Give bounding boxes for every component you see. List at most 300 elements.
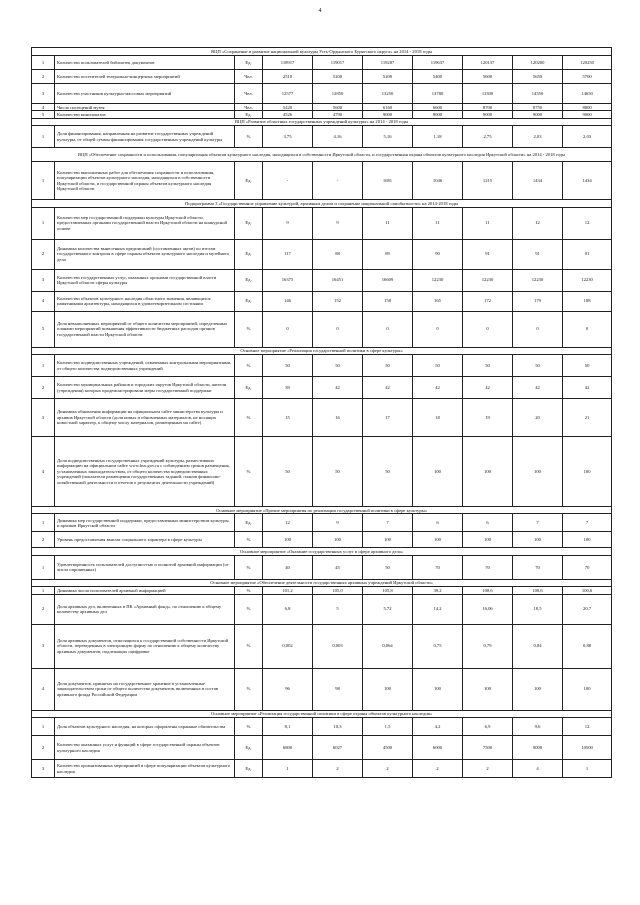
value-cell: 5200 (363, 70, 413, 84)
value-cell: 100 (463, 668, 513, 710)
unit-cell: % (235, 594, 263, 624)
value-cell: 0 (313, 311, 363, 347)
value-cell: 119017 (313, 56, 363, 70)
value-cell: 50 (413, 355, 463, 377)
unit-cell: % (235, 668, 263, 710)
value-cell: 4526 (263, 111, 313, 118)
value-cell: 1,5 (363, 718, 413, 736)
indicator-name: Доля архивных дел, включенных в ПК «Архивный фонд», по отношению к общему количеству архивных дел (55, 594, 235, 624)
value-cell: 100,6 (463, 587, 513, 594)
table-row (32, 56, 612, 70)
row-number: 3 (32, 399, 55, 437)
unit-cell: % (235, 555, 263, 579)
table-row (32, 111, 612, 118)
table-row (32, 311, 612, 347)
unit-cell: Ед. (235, 760, 263, 778)
value-cell: 0 (463, 311, 513, 347)
row-number: 3 (32, 760, 55, 778)
value-cell: 4 (513, 760, 563, 778)
unit-cell: Ед. (235, 207, 263, 239)
section-header-row (32, 148, 612, 162)
value-cell: 10500 (563, 736, 612, 760)
unit-cell: % (235, 437, 263, 507)
value-cell: 4,2 (413, 718, 463, 736)
row-number: 1 (32, 126, 55, 148)
indicator-name: Количество мер государственной поддержки культуры Иркутской области, предоставленных органами государственной власти Иркутской области на конкурсной основе (55, 207, 235, 239)
value-cell: 7 (363, 514, 413, 532)
value-cell: 188 (563, 291, 612, 311)
value-cell: 9 (263, 207, 313, 239)
table-row (32, 594, 612, 624)
value-cell: 6000 (413, 736, 463, 760)
value-cell: 39,2 (413, 587, 463, 594)
value-cell: 1681 (363, 162, 413, 200)
value-cell: 6,9 (463, 718, 513, 736)
value-cell: 0,88 (563, 624, 612, 668)
value-cell: 179 (513, 291, 563, 311)
value-cell: 12 (563, 207, 612, 239)
value-cell: 1,18 (413, 126, 463, 148)
table-row (32, 555, 612, 579)
value-cell: 50 (263, 355, 313, 377)
value-cell: 21 (563, 399, 612, 437)
value-cell: 6 (463, 514, 513, 532)
table-row (32, 84, 612, 104)
indicator-name: Количество организованных мероприятий в сфере популяризации объектов культурного наследия (55, 760, 235, 778)
indicator-name: Количество кинопоказов (55, 111, 235, 118)
value-cell: 70 (513, 555, 563, 579)
value-cell: 9000 (363, 111, 413, 118)
value-cell: 20 (513, 399, 563, 437)
value-cell: 50 (363, 355, 413, 377)
table-row (32, 70, 612, 84)
table-row (32, 668, 612, 710)
value-cell: 2,75 (463, 126, 513, 148)
value-cell: 8700 (463, 104, 513, 111)
indicator-name: Количество выполненных работ для обеспечения сохранности и использования, популяризации объектов культурного наследия, находящихся в собственности Иркутской области, и государственной охраны объектов культурного наследия Иркутской области (55, 162, 235, 200)
row-number: 1 (32, 355, 55, 377)
value-cell: 0 (363, 311, 413, 347)
value-cell: 98 (313, 668, 363, 710)
value-cell: 0,79 (463, 624, 513, 668)
row-number: 1 (32, 555, 55, 579)
value-cell: 100,6 (563, 587, 612, 594)
table-row (32, 624, 612, 668)
value-cell: 100 (563, 668, 612, 710)
row-number: 1 (32, 56, 55, 70)
value-cell: 5 (313, 594, 363, 624)
value-cell: 100 (563, 532, 612, 548)
value-cell: 12230 (563, 269, 612, 291)
indicator-name: Число посещений музея (55, 104, 235, 111)
indicator-name: Динамика обновления информации на официальном сайте министерства культуры и архивов Иркутской области (доля новых и обновленных материалов, не носящих новостной характер, к общему числу материалов, размещенных на сайте) (55, 399, 235, 437)
table-row (32, 126, 612, 148)
indicator-name: Динамика мер государственной поддержки, предоставленных министерством культуры и архивов Иркутской области (55, 514, 235, 532)
value-cell: 0 (413, 311, 463, 347)
value-cell: 88 (313, 239, 363, 269)
value-cell: 5600 (463, 70, 513, 84)
value-cell: 70 (563, 555, 612, 579)
table-row (32, 736, 612, 760)
value-cell: 100 (313, 532, 363, 548)
value-cell: 120137 (463, 56, 513, 70)
value-cell: 9 (313, 514, 363, 532)
value-cell: 100 (463, 532, 513, 548)
value-cell: 1434 (513, 162, 563, 200)
value-cell: 39 (263, 377, 313, 399)
value-cell: 1 (563, 760, 612, 778)
value-cell: 12577 (263, 84, 313, 104)
value-cell: 5420 (263, 104, 313, 111)
value-cell: 100 (263, 532, 313, 548)
value-cell: 12230 (413, 269, 463, 291)
value-cell: 50 (313, 437, 363, 507)
value-cell: 11 (413, 207, 463, 239)
section-title: Основное мероприятие «Реализация государственной политики в сфере культуры» (32, 347, 612, 354)
unit-cell: Чел. (235, 104, 263, 111)
value-cell: 16,06 (463, 594, 513, 624)
unit-cell: Ед. (235, 162, 263, 200)
indicator-name: Уровень предоставления выплат социального характера в сфере культуры (55, 532, 235, 548)
unit-cell: % (235, 718, 263, 736)
value-cell: 5,16 (363, 126, 413, 148)
value-cell: 2 (463, 760, 513, 778)
table-row (32, 207, 612, 239)
row-number: 4 (32, 668, 55, 710)
value-cell: 96 (263, 668, 313, 710)
value-cell: 16 (313, 399, 363, 437)
value-cell: 9000 (513, 111, 563, 118)
value-cell: 5,72 (363, 594, 413, 624)
table-row (32, 532, 612, 548)
value-cell: 2 (413, 760, 463, 778)
value-cell: 42 (363, 377, 413, 399)
value-cell: 105,0 (313, 587, 363, 594)
value-cell: 0,84 (513, 624, 563, 668)
value-cell: 16451 (313, 269, 363, 291)
value-cell: 11 (463, 207, 513, 239)
row-number: 1 (32, 162, 55, 200)
value-cell: - (263, 162, 313, 200)
value-cell: 5700 (563, 70, 612, 84)
unit-cell: % (235, 355, 263, 377)
unit-cell: Ед. (235, 269, 263, 291)
row-number: 3 (32, 84, 55, 104)
value-cell: 158 (363, 291, 413, 311)
value-cell: 1 (263, 760, 313, 778)
value-cell: 1434 (563, 162, 612, 200)
value-cell: 6160 (363, 104, 413, 111)
value-cell: 91 (463, 239, 513, 269)
value-cell: 100 (513, 532, 563, 548)
section-header-row (32, 200, 612, 207)
value-cell: - (313, 162, 363, 200)
value-cell: 118917 (263, 56, 313, 70)
indicator-name: Количество подведомственных учреждений, охваченных контрольными мероприятиями, от общего количества подведомственных учреждений (55, 355, 235, 377)
value-cell: 119637 (413, 56, 463, 70)
row-number: 1 (32, 514, 55, 532)
value-cell: 5400 (413, 70, 463, 84)
value-cell: 6800 (263, 736, 313, 760)
value-cell: 117 (263, 239, 313, 269)
section-title: Основное мероприятие «Прочие мероприятия по реализации государственной политики в сфере культуры» (32, 507, 612, 514)
indicator-name: Доля финансирования, направленная на развитие государственных учреждений культуры, от общей суммы финансирования государственных учреждений культуры (55, 126, 235, 148)
value-cell: 40 (263, 555, 313, 579)
row-number: 3 (32, 269, 55, 291)
section-title: Основное мероприятие «Оказание государственных услуг в сфере архивного дела» (32, 548, 612, 555)
table-row (32, 104, 612, 111)
value-cell: 50 (263, 437, 313, 507)
value-cell: 6600 (413, 104, 463, 111)
section-title: Подпрограмма 3 «Государственное управление культурой, архивным делом и сохранение национальной самобытности» на 2014-2018 годы (32, 200, 612, 207)
unit-cell: Ед. (235, 56, 263, 70)
value-cell: 7 (513, 514, 563, 532)
table-row (32, 355, 612, 377)
value-cell: 152 (313, 291, 363, 311)
indicator-name: Доля невыполненных мероприятий от общего количества мероприятий, определенных планами мероприятий повышения эффективности бюджетных расходов органов государственной власти Иркутской области (55, 311, 235, 347)
section-header-row (32, 548, 612, 555)
value-cell: 12230 (513, 269, 563, 291)
value-cell: 8800 (563, 104, 612, 111)
value-cell: 1046 (413, 162, 463, 200)
value-cell: 50 (313, 355, 363, 377)
indicator-name: Динамика числа пользователей архивной информацией (55, 587, 235, 594)
value-cell: 2,03 (513, 126, 563, 148)
unit-cell: Чел. (235, 70, 263, 84)
value-cell: 14550 (513, 84, 563, 104)
value-cell: 12 (563, 718, 612, 736)
value-cell: 3,75 (263, 126, 313, 148)
value-cell: 100 (563, 437, 612, 507)
unit-cell: Ед. (235, 736, 263, 760)
value-cell: 14,2 (413, 594, 463, 624)
value-cell: 70 (463, 555, 513, 579)
section-header-row (32, 507, 612, 514)
value-cell: 6,8 (263, 594, 313, 624)
value-cell: 5600 (313, 104, 363, 111)
value-cell: 146 (263, 291, 313, 311)
value-cell: 11300 (463, 84, 513, 104)
row-number: 2 (32, 239, 55, 269)
indicator-name: Количество муниципальных районов и городских округов Иркутской области, жители (учреждения) которых продемонстрировали меры государственной поддержки (55, 377, 235, 399)
value-cell: 13250 (363, 84, 413, 104)
value-cell: 90 (413, 239, 463, 269)
table-row (32, 162, 612, 200)
indicator-name: Доля подведомственных государственных учреждений культуры, разместивших информацию на официальном сайте www.bus.gov.ru с соблюдением сроков размещения, установленных законодательством, от общего количества подведомственных учреждений (показатели размещения государственных заданий, планов финансово-хозяйственной деятельности и отчетов о результатах деятельности учреждений) (55, 437, 235, 507)
value-cell: 42 (413, 377, 463, 399)
value-cell: 18,5 (513, 594, 563, 624)
value-cell: 165 (413, 291, 463, 311)
value-cell: 100 (413, 437, 463, 507)
value-cell: 7500 (463, 736, 513, 760)
value-cell: 9000 (563, 111, 612, 118)
value-cell: 18 (413, 399, 463, 437)
indicator-name: Количество оказанных услуг и функций в сфере государственной охраны объектов культурного наследия (55, 736, 235, 760)
value-cell: 12 (263, 514, 313, 532)
value-cell: 7 (563, 514, 612, 532)
value-cell: 12230 (463, 269, 513, 291)
table-row (32, 514, 612, 532)
table-row (32, 760, 612, 778)
value-cell: 14650 (563, 84, 612, 104)
row-number: 2 (32, 70, 55, 84)
row-number: 2 (32, 377, 55, 399)
value-cell: 4,16 (313, 126, 363, 148)
table-body (32, 48, 612, 778)
value-cell: 9000 (413, 111, 463, 118)
value-cell: 50 (513, 355, 563, 377)
indicator-name: Количество объектов культурного наследия областного значения, являющихся памятниками архитектуры, находящихся в удовлетворительном состоянии (55, 291, 235, 311)
indicator-name: Динамика количества вынесенных предписаний (составленных актов) по итогам государственного контроля в сфере охраны объектов культурного наследия и музейного дела (55, 239, 235, 269)
table-row (32, 377, 612, 399)
value-cell: 19 (463, 399, 513, 437)
value-cell: 12 (513, 207, 563, 239)
value-cell: 100,6 (513, 587, 563, 594)
section-header-row (32, 118, 612, 125)
value-cell: 50 (363, 437, 413, 507)
value-cell: 11 (363, 207, 413, 239)
value-cell: 9,6 (513, 718, 563, 736)
value-cell: 89 (363, 239, 413, 269)
section-title: Основное мероприятие «Реализация государственной политики в сфере охраны объектов культурного наследия» (32, 710, 612, 717)
value-cell: 8750 (513, 104, 563, 111)
unit-cell: Ед. (235, 239, 263, 269)
unit-cell: % (235, 587, 263, 594)
value-cell: 101,2 (263, 587, 313, 594)
value-cell: 0 (513, 311, 563, 347)
table-row (32, 291, 612, 311)
value-cell: 15 (263, 399, 313, 437)
value-cell: 9000 (513, 736, 563, 760)
table-row (32, 718, 612, 736)
indicator-name: Количество посетителей театрально-концертных мероприятий (55, 70, 235, 84)
unit-cell: Ед. (235, 291, 263, 311)
value-cell: 120200 (513, 56, 563, 70)
unit-cell: % (235, 311, 263, 347)
value-cell: 42 (513, 377, 563, 399)
value-cell: 0 (263, 311, 313, 347)
row-number: 4 (32, 104, 55, 111)
value-cell: 91 (513, 239, 563, 269)
value-cell: 42 (313, 377, 363, 399)
section-header-row (32, 579, 612, 586)
value-cell: 100 (413, 668, 463, 710)
row-number: 4 (32, 291, 55, 311)
value-cell: 50 (563, 355, 612, 377)
indicator-name: Количество участников культурно-массовых мероприятий (55, 84, 235, 104)
value-cell: 100 (413, 532, 463, 548)
table-row (32, 269, 612, 291)
value-cell: 119287 (363, 56, 413, 70)
value-cell: 100 (463, 437, 513, 507)
unit-cell: Ед. (235, 111, 263, 118)
section-title: ВЦП «Развитие областных государственных учреждений культуры» на 2014 - 2018 годы (32, 118, 612, 125)
indicator-name: Удовлетворенность пользователей доступностью и полнотой архивной информации (от числа опрошенных) (55, 555, 235, 579)
value-cell: 50 (363, 555, 413, 579)
indicator-name: Количество государственных услуг, оказанных органами государственной власти Иркутской области сферы культуры (55, 269, 235, 291)
value-cell: 50 (463, 355, 513, 377)
value-cell: 6027 (313, 736, 363, 760)
unit-cell: Чел. (235, 84, 263, 104)
value-cell: 6 (413, 514, 463, 532)
unit-cell: % (235, 532, 263, 548)
value-cell: 13780 (413, 84, 463, 104)
value-cell: 105,8 (363, 587, 413, 594)
value-cell: 10,3 (313, 718, 363, 736)
section-title: Основное мероприятие «Обеспечение деятельности государственных архивных учреждений Иркутской области» (32, 579, 612, 586)
table-row (32, 437, 612, 507)
value-cell: 45 (313, 555, 363, 579)
value-cell: 2,03 (563, 126, 612, 148)
row-number: 2 (32, 594, 55, 624)
value-cell: 2510 (263, 70, 313, 84)
value-cell: 91 (563, 239, 612, 269)
value-cell: 8,1 (263, 718, 313, 736)
row-number: 3 (32, 624, 55, 668)
row-number: 2 (32, 532, 55, 548)
value-cell: 2 (363, 760, 413, 778)
page-number: 4 (318, 8, 322, 14)
value-cell: 5200 (313, 70, 363, 84)
value-cell: 0,064 (363, 624, 413, 668)
value-cell: 4500 (363, 736, 413, 760)
value-cell: 2 (313, 760, 363, 778)
value-cell: 16375 (263, 269, 313, 291)
row-number: 2 (32, 736, 55, 760)
value-cell: 0,003 (313, 624, 363, 668)
value-cell: 42 (563, 377, 612, 399)
indicator-name: Доля документов, принятых на государственное хранение в установленные законодательством сроки от общего количества документов, включенных в состав архивного фонда Российской Федерации (55, 668, 235, 710)
unit-cell: Ед. (235, 514, 263, 532)
value-cell: 9000 (463, 111, 513, 118)
row-number: 1 (32, 587, 55, 594)
value-cell: 100 (363, 668, 413, 710)
value-cell: 0,75 (413, 624, 463, 668)
value-cell: 17 (363, 399, 413, 437)
value-cell: 20,7 (563, 594, 612, 624)
indicators-table (31, 47, 612, 778)
section-header-row (32, 347, 612, 354)
value-cell: 0 (563, 311, 612, 347)
section-header-row (32, 48, 612, 56)
value-cell: 4790 (313, 111, 363, 118)
value-cell: 100 (513, 437, 563, 507)
table-row (32, 399, 612, 437)
value-cell: 100 (513, 668, 563, 710)
row-number: 1 (32, 207, 55, 239)
unit-cell: % (235, 624, 263, 668)
indicator-name: Доля архивных документов, относящихся к государственной собственности Иркутской области, переведенных в электронную форму по отношению к общему количеству архивных документов, подлежащих оцифровке (55, 624, 235, 668)
section-title: ВЦП «Обеспечение сохранности и использования, популяризация объектов культурного наследия, находящихся в собственности Иркутской области, и государственная охрана объектов культурного наследия Иркутской области» на 2014 - 2018 годы (32, 148, 612, 162)
value-cell: 1215 (463, 162, 513, 200)
section-header-row (32, 710, 612, 717)
table-row (32, 239, 612, 269)
value-cell: 120250 (563, 56, 612, 70)
value-cell: 70 (413, 555, 463, 579)
value-cell: 100 (363, 532, 413, 548)
row-number: 5 (32, 311, 55, 347)
indicator-name: Доля объектов культурного наследия, на которых оформлены охранные обязательства (55, 718, 235, 736)
value-cell: 12850 (313, 84, 363, 104)
unit-cell: Ед. (235, 377, 263, 399)
row-number: 1 (32, 718, 55, 736)
value-cell: 9 (313, 207, 363, 239)
indicator-name: Количество пользователей библиотек документов (55, 56, 235, 70)
value-cell: 42 (463, 377, 513, 399)
value-cell: 16609 (363, 269, 413, 291)
value-cell: 172 (463, 291, 513, 311)
value-cell: 0,002 (263, 624, 313, 668)
